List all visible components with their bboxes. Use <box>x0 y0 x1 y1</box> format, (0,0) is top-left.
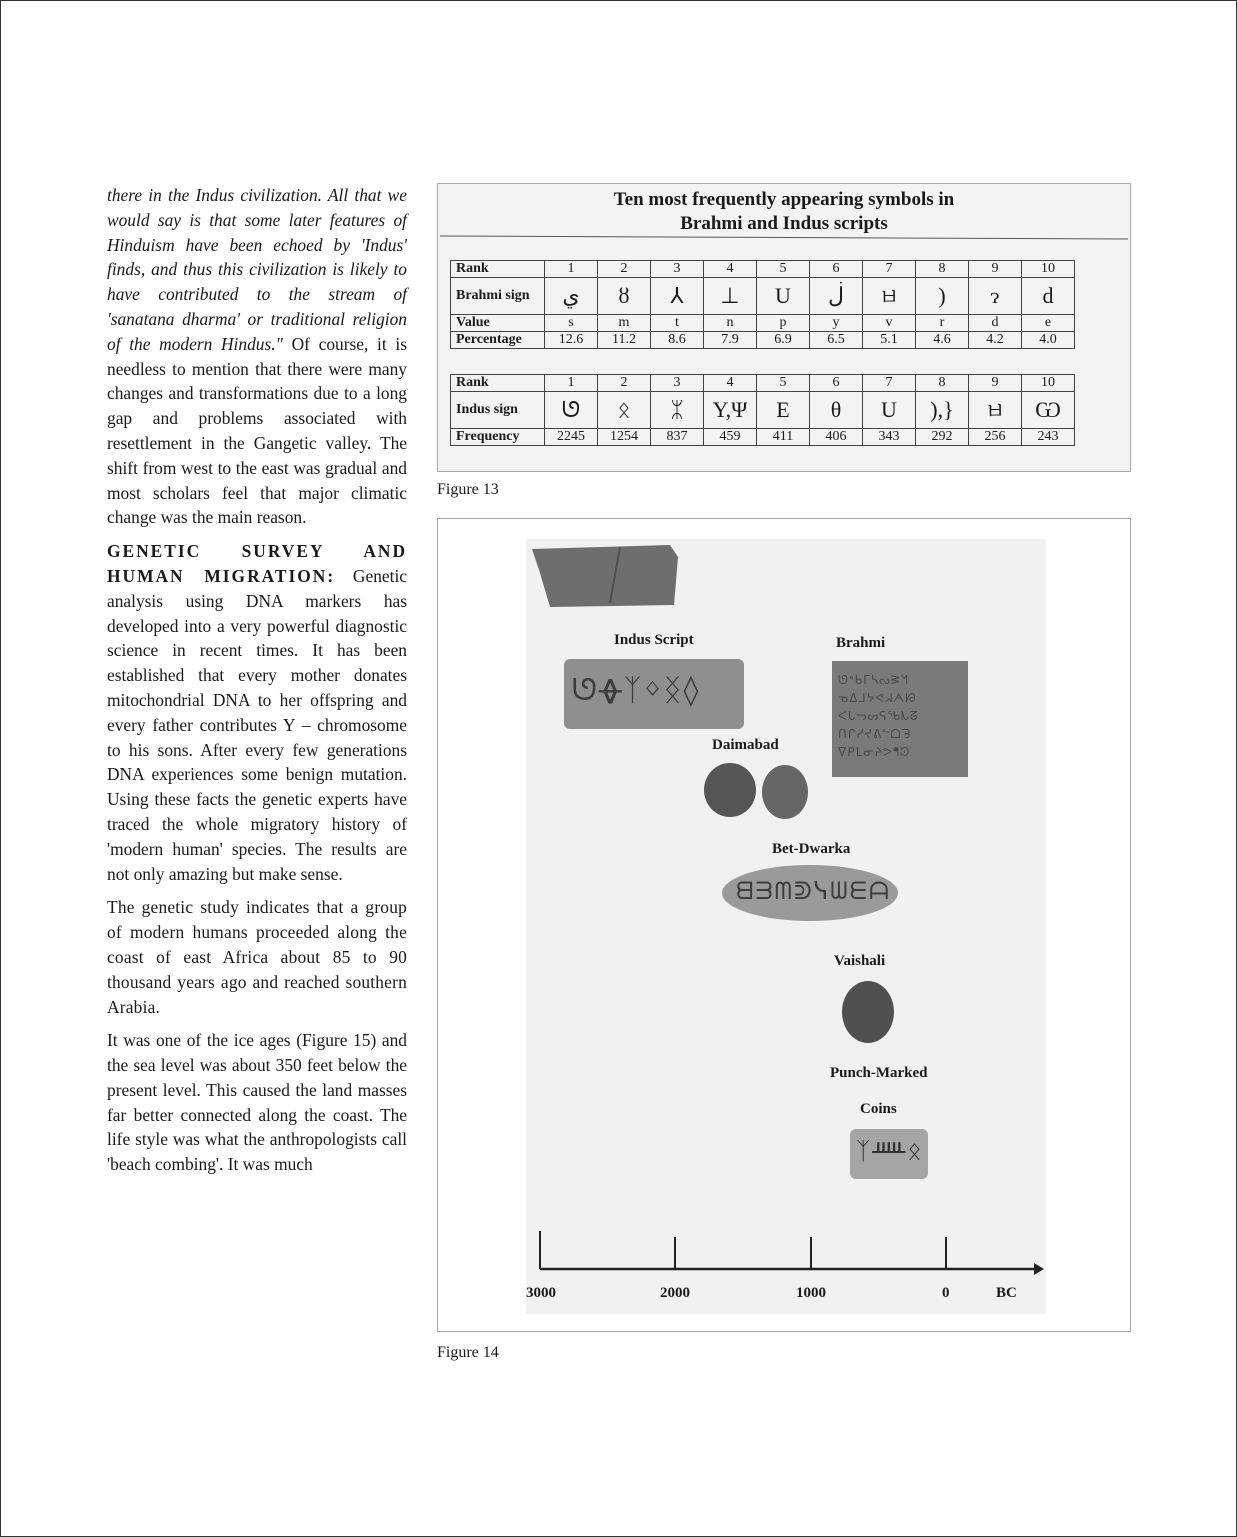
indus-sign: ᛟ <box>598 392 651 429</box>
axis-unit-bc: BC <box>996 1285 1017 1301</box>
cell: 459 <box>704 429 757 446</box>
cell: 5 <box>757 375 810 392</box>
daimabad-seal-2-image <box>762 765 808 819</box>
cell: 5 <box>757 261 810 278</box>
cell: 3 <box>651 261 704 278</box>
brahmi-sign: ȣ <box>598 278 651 315</box>
paragraph-1 <box>107 183 407 530</box>
cell: 411 <box>757 429 810 446</box>
punch-marked-coin-image: ᛉᚊᛟ <box>850 1129 928 1179</box>
indus-sign: U <box>863 392 916 429</box>
brahmi-sign-row <box>451 278 1075 315</box>
cell: 256 <box>969 429 1022 446</box>
indus-sign: θ <box>810 392 863 429</box>
label-bet-dwarka: Bet-Dwarka <box>772 841 851 857</box>
brahmi-sign: ڶ <box>810 278 863 315</box>
label-indus-script: Indus Script <box>614 632 694 648</box>
figure-13-title <box>438 188 1130 236</box>
sign-label: Indus sign <box>451 392 545 429</box>
indus-seal-image: ᘎᚖᛉᛜᛝ◊ <box>564 659 744 729</box>
brahmi-sign: ) <box>916 278 969 315</box>
cell: 1 <box>545 375 598 392</box>
indus-sign: ㅂ <box>969 392 1022 429</box>
cell: 7.9 <box>704 332 757 349</box>
paragraph-2 <box>107 539 407 886</box>
cell: 243 <box>1022 429 1075 446</box>
rank-label: Rank <box>451 375 545 392</box>
indus-table <box>450 374 1075 446</box>
bet-dwarka-seal-image: ᗺᗱᗰᕲᓭᗯᗴᗩ <box>722 865 898 921</box>
cell: p <box>757 315 810 332</box>
cell: 4.2 <box>969 332 1022 349</box>
figure-14-caption: Figure 14 <box>437 1344 499 1361</box>
cell: 6.5 <box>810 332 863 349</box>
daimabad-seal-1-image <box>704 763 756 817</box>
cell: y <box>810 315 863 332</box>
brahmi-sign: ⊥ <box>704 278 757 315</box>
brahmi-sign: U <box>757 278 810 315</box>
cell: s <box>545 315 598 332</box>
tick-1000: 1000 <box>796 1285 826 1301</box>
indus-sign: Y,Ψ <box>704 392 757 429</box>
brahmi-sign: ⅄ <box>651 278 704 315</box>
tick-2000: 2000 <box>660 1285 690 1301</box>
cell: 837 <box>651 429 704 446</box>
cell: d <box>969 315 1022 332</box>
section-heading: GENETIC SURVEY AND HUMAN MIGRATION: <box>107 541 407 586</box>
tick-3000: 3000 <box>526 1285 556 1301</box>
cell: 292 <box>916 429 969 446</box>
tablet-fragment-image <box>530 543 680 609</box>
brahmi-sign: ي <box>545 278 598 315</box>
cell: 6.9 <box>757 332 810 349</box>
label-vaishali: Vaishali <box>834 953 886 969</box>
brahmi-sign: ɂ <box>969 278 1022 315</box>
label-punch-marked: Punch-Marked <box>830 1065 928 1081</box>
cell: 11.2 <box>598 332 651 349</box>
indus-frequency-row <box>451 429 1075 446</box>
figure-14-panel <box>526 539 1046 1314</box>
cell: 7 <box>863 375 916 392</box>
figure-13-caption: Figure 13 <box>437 481 499 498</box>
label-daimabad: Daimabad <box>712 737 779 753</box>
cell: 6 <box>810 375 863 392</box>
indus-rank-row <box>451 375 1075 392</box>
cell: 12.6 <box>545 332 598 349</box>
cell: 2 <box>598 375 651 392</box>
frequency-label: Frequency <box>451 429 545 446</box>
cell: 4.0 <box>1022 332 1075 349</box>
cell: v <box>863 315 916 332</box>
cell: 4.6 <box>916 332 969 349</box>
cell: 9 <box>969 261 1022 278</box>
cell: 406 <box>810 429 863 446</box>
brahmi-sign: d <box>1022 278 1075 315</box>
cell: r <box>916 315 969 332</box>
title-line-1: Ten most frequently appearing symbols in <box>613 189 955 210</box>
value-label: Value <box>451 315 545 332</box>
cell: 2245 <box>545 429 598 446</box>
brahmi-table <box>450 260 1075 349</box>
title-line-2: Brahmi and Indus scripts <box>680 213 888 234</box>
body-text-column <box>107 183 407 1186</box>
brahmi-rank-row <box>451 261 1075 278</box>
cell: 1 <box>545 261 598 278</box>
title-rule <box>440 235 1128 239</box>
paragraph-3: The genetic study indicates that a group of modern humans proceeded along the coast of east Africa about 85 to 90 thousand years ago and reached southern Arabia. <box>107 897 407 1017</box>
brahmi-sign: ㅂ <box>863 278 916 315</box>
cell: 7 <box>863 261 916 278</box>
cell: 6 <box>810 261 863 278</box>
cell: 2 <box>598 261 651 278</box>
paragraph-4: It was one of the ice ages (Figure 15) and the sea level was about 350 feet below the present level. This caused the land masses far better connected along the coast. The life style was what the anthropologists call 'beach combing'. It was much <box>107 1030 407 1175</box>
cell: 8.6 <box>651 332 704 349</box>
cell: 3 <box>651 375 704 392</box>
cell: 4 <box>704 261 757 278</box>
cell: 4 <box>704 375 757 392</box>
paragraph-2-body: Genetic analysis using DNA markers has developed into a very powerful diagnostic science in recent times. It has been established that every mother donates mitochondrial DNA to her offspring and every father contributes Y – chromosome to his sons. After every few generations DNA experiences some benign mutation. Using these facts the genetic experts have traced the whole migratory history of 'modern human' species. The results are not only amazing but make sense. <box>107 565 408 884</box>
cell: 8 <box>916 261 969 278</box>
percentage-label: Percentage <box>451 332 545 349</box>
indus-sign: ),} <box>916 392 969 429</box>
brahmi-inscription-image: ᘎᐤᑲᒥᓴᔓᕒᖿ ᓀᐃᒧᔭᕙᖽᗅᘗ ᐸᒐᓓᔕᕋᖃᗃᘔ ᑎᒋᓯᔪᕕᖦᗝᘋ ᐁᑭᒪᓂᔨᕗᖳᘱ <box>832 661 968 777</box>
cell: e <box>1022 315 1075 332</box>
label-coins: Coins <box>860 1101 897 1117</box>
indus-sign: Ѡ <box>1022 392 1075 429</box>
vaishali-seal-image <box>842 981 894 1043</box>
paragraph-1-tail: Of course, it is needless to mention that there were many changes and transformations due to a long gap and problems associated with resettlement in the Gangetic valley. The shift from west to the east was gradual and most scholars feel that major climatic change was the main reason. <box>107 333 407 528</box>
cell: 10 <box>1022 375 1075 392</box>
figure-14 <box>437 518 1131 1332</box>
indus-sign-row <box>451 392 1075 429</box>
cell: 1254 <box>598 429 651 446</box>
cell: m <box>598 315 651 332</box>
cell: 10 <box>1022 261 1075 278</box>
brahmi-percentage-row <box>451 332 1075 349</box>
brahmi-value-row <box>451 315 1075 332</box>
quote-text: there in the Indus civilization. All that we would say is that some later features of Hinduism have been echoed by 'Indus' finds, and thus this civilization is likely to have contributed to the stream of 'sanatana dharma' or traditional religion of the modern Hindus." <box>107 185 407 354</box>
figure-13 <box>437 183 1131 472</box>
indus-sign: ᘎ <box>545 392 598 429</box>
cell: 5.1 <box>863 332 916 349</box>
label-brahmi: Brahmi <box>836 635 886 651</box>
tick-0: 0 <box>942 1285 950 1301</box>
cell: n <box>704 315 757 332</box>
indus-sign: Ε <box>757 392 810 429</box>
sign-label: Brahmi sign <box>451 278 545 315</box>
cell: t <box>651 315 704 332</box>
rank-label: Rank <box>451 261 545 278</box>
cell: 343 <box>863 429 916 446</box>
timeline-axis <box>526 1229 1046 1289</box>
indus-sign: ᛯ <box>651 392 704 429</box>
cell: 9 <box>969 375 1022 392</box>
cell: 8 <box>916 375 969 392</box>
